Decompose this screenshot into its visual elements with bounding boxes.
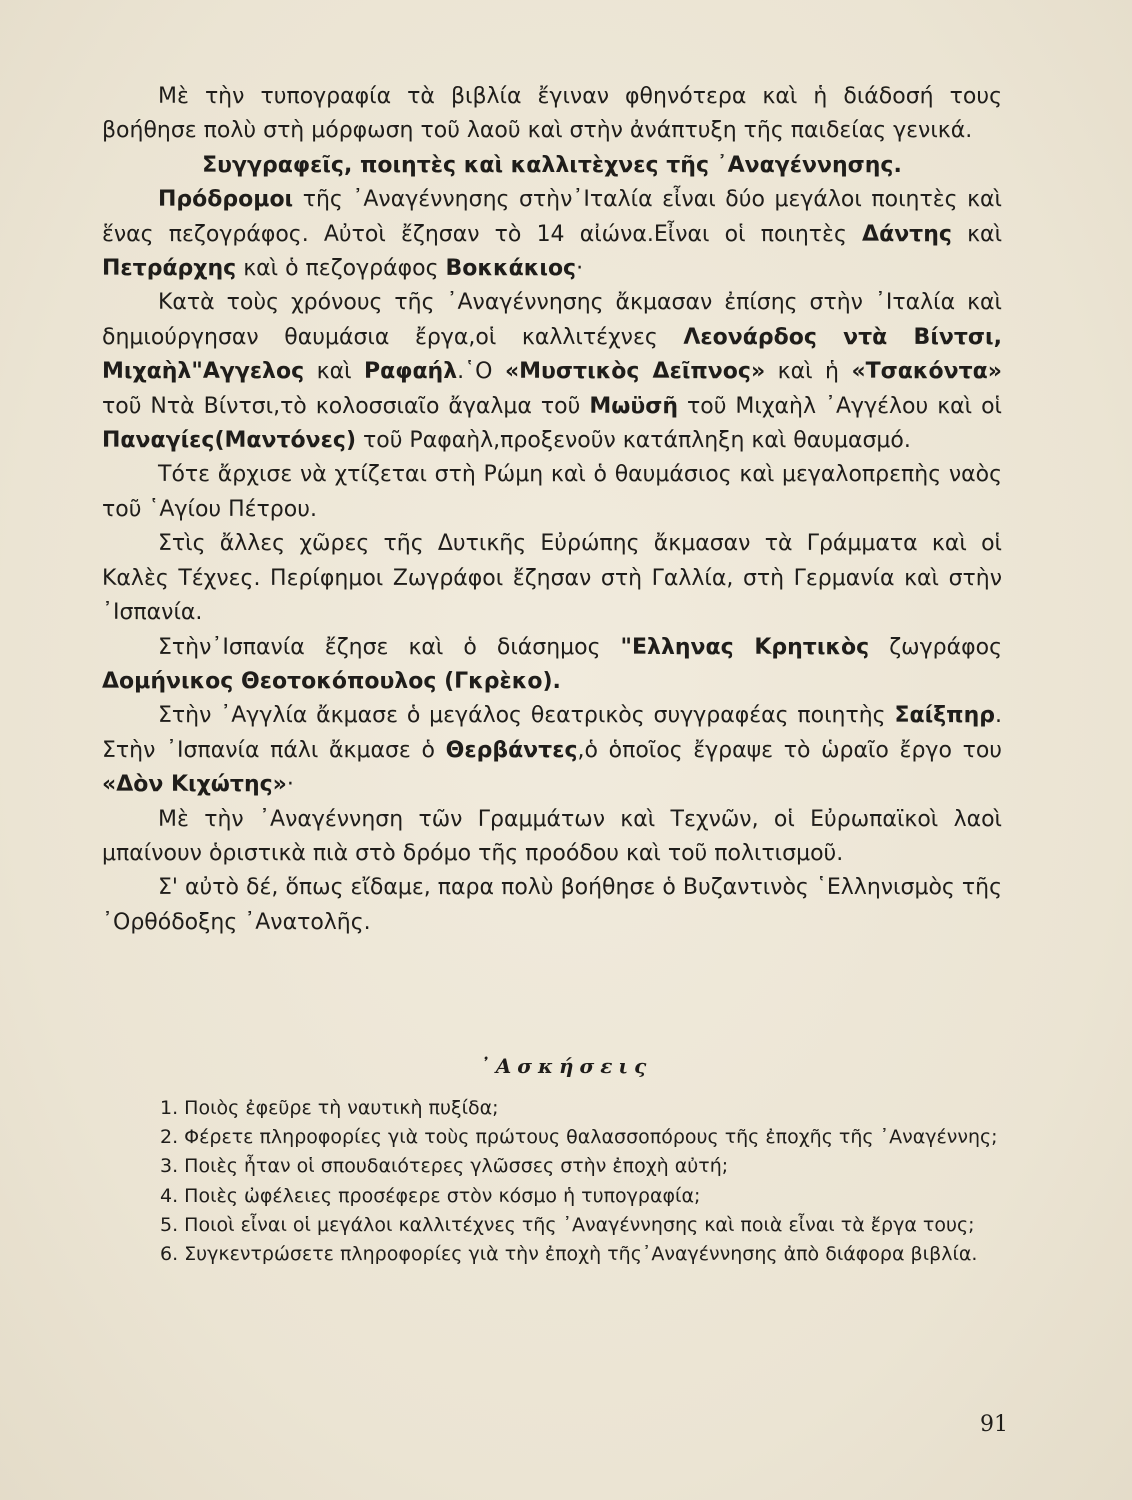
exercises-list [112,1094,1012,1269]
exercise-item: 2. Φέρετε πληροφορίες γιὰ τοὺς πρώτους θαλασσοπόρους τῆς ἐποχῆς τῆς ᾿Αναγέννης; [160,1126,998,1149]
paragraph-text: . Στὴν ᾿Ισπανία πάλι ἄκμασε ὁ [102,703,1002,763]
page-number: 91 [980,1412,1008,1437]
paragraph-text: · [286,772,294,798]
name-petrarch: Πετράρχης [102,256,237,282]
paragraph-text: καὶ [951,221,1003,247]
paragraph-shakespeare-cervantes [102,699,1002,802]
paragraph-text: Μὲ τὴν τυπογραφία τὰ βιβλία ἔγιναν φθηνότερα καὶ ἡ διάδοσή τους βοήθησε πολὺ στὴ μόρφωση τοῦ λαοῦ καὶ στὴν ἀνάπτυξη τῆς παιδείας γενικά. [102,84,1002,144]
work-tsakonta: «Τσακόντα» [851,359,1002,385]
paragraph-text: τοῦ Μιχαὴλ ᾿Αγγέλου καὶ οἱ [678,393,1002,419]
exercises-title: ᾿Ασκήσεις [479,1054,653,1078]
work-madonnas: Παναγίες(Μαντόνες) [102,428,356,454]
exercise-item: 3. Ποιὲς ἦταν οἱ σπουδαιότερες γλῶσσες στὴν ἐποχὴ αὐτή; [160,1155,729,1178]
paragraph-text: ζωγράφος [869,634,1002,660]
main-text [102,80,1002,940]
paragraph-text: Κατὰ τοὺς χρόνους τῆς ᾿Αναγέννησης ἄκμασαν ἐπίσης στὴν ᾿Ιταλία καὶ δημιούργησαν θαυμάσια ἔργα,οἱ καλλιτέχνες [102,290,1002,350]
paragraph-text: Στὴν ᾿Αγγλία ἄκμασε ὁ μεγάλος θεατρικὸς συγγραφέας ποιητὴς [158,703,895,729]
name-dante: Δάντης [862,221,952,247]
paragraph-text: τῆς ᾿Αναγέννησης στὴν᾿Ιταλία εἶναι δύο μεγάλοι ποιητὲς καὶ ἕνας πεζογράφος. Αὐτοὶ ἔζησαν τὸ 14 αἰώνα.Εἶναι οἱ ποιητὲς [102,187,1002,247]
paragraph-typography [102,80,1002,149]
name-michelangelo: Μιχαὴλ"Αγγελος [102,359,305,385]
paragraph-text: Στὴν᾿Ισπανία ἔζησε καὶ ὁ διάσημος [158,634,621,660]
paragraph-artists [102,286,1002,458]
term-prodromoi: Πρόδρομοι [158,187,294,213]
exercise-item: 1. Ποιὸς ἐφεῦρε τὴ ναυτικὴ πυξίδα; [160,1097,499,1119]
paragraph-text: καὶ ὁ πεζογράφος [236,256,446,282]
paragraph-text: .῾Ο [457,359,505,385]
paragraph-progress [102,803,1002,872]
name-cervantes: Θερβάντες [445,737,578,763]
exercise-item: 4. Ποιὲς ὠφέλειες προσέφερε στὸν κόσμο ἡ τυπογραφία; [160,1184,701,1207]
section-heading [102,149,1002,183]
paragraph-st-peter [102,458,1002,527]
paragraph-other-countries [102,527,1002,630]
paragraph-text: τοῦ Ντὰ Βίντσι,τὸ κολοσσιαῖο ἄγαλμα τοῦ [102,393,590,419]
paragraph-text: Σ' αὐτὸ δέ, ὅπως εἴδαμε, παρα πολὺ βοήθησε ὁ Βυζαντινὸς ῾Ελληνισμὸς τῆς ᾿Ορθόδοξης ᾿Ανατολῆς. [102,875,1002,935]
exercise-item: 5. Ποιοὶ εἶναι οἱ μεγάλοι καλλιτέχνες τῆς ᾿Αναγέννησης καὶ ποιὰ εἶναι τὰ ἔργα τους; [160,1213,975,1236]
name-shakespeare: Σαίξπηρ [894,703,995,729]
name-el-greco: Δομήνικος Θεοτοκόπουλος (Γκρὲκο). [102,668,561,694]
term-greek-cretan: "Ελληνας Κρητικὸς [620,634,870,660]
name-leonardo: Λεονάρδος ντὰ Βίντσι, [683,324,1002,350]
paragraph-text: ,ὁ ὁποῖος ἔγραψε τὸ ὡραῖο ἔργο του [577,737,1003,763]
paragraph-text: · [576,256,584,282]
paragraph-text: καὶ ἡ [765,359,852,385]
paragraph-text: Τότε ἄρχισε νὰ χτίζεται στὴ Ρώμη καὶ ὁ θαυμάσιος καὶ μεγαλοπρεπὴς ναὸς τοῦ ῾Αγίου Πέτρου. [102,462,1002,522]
paragraph-text: Στὶς ἄλλες χῶρες τῆς Δυτικῆς Εὐρώπης ἄκμασαν τὰ Γράμματα καὶ οἱ Καλὲς Τέχνες. Περίφημοι Ζωγράφοι ἔζησαν στὴ Γαλλία, στὴ Γερμανία καὶ στὴν ᾿Ισπανία. [102,531,1002,626]
work-last-supper: «Μυστικὸς Δεῖπνος» [504,359,766,385]
exercise-item: 6. Συγκεντρώσετε πληροφορίες γιὰ τὴν ἐποχὴ τῆς᾿Αναγέννησης ἀπὸ διάφορα βιβλία. [160,1243,978,1266]
name-boccaccio: Βοκκάκιος [445,256,577,282]
paragraph-forerunners [102,183,1002,286]
paragraph-text: τοῦ Ραφαὴλ,προξενοῦν κατάπληξη καὶ θαυμασμό. [356,428,911,454]
paragraph-el-greco [102,631,1002,700]
paragraph-text: καὶ [304,359,364,385]
paragraph-text: Μὲ τὴν ᾿Αναγέννηση τῶν Γραμμάτων καὶ Τεχνῶν, οἱ Εὐρωπαϊκοὶ λαοὶ μπαίνουν ὁριστικὰ πιὰ στὸ δρόμο τῆς προόδου καὶ τοῦ πολιτισμοῦ. [102,806,1002,866]
work-don-quixote: «Δὸν Κιχώτης» [102,772,287,798]
paragraph-byzantine [102,871,1002,940]
name-raphael: Ραφαήλ [364,359,458,385]
work-moses: Μωϋσῆ [589,393,679,419]
section-heading-text: Συγγραφεῖς, ποιητὲς καὶ καλλιτὲχνες τῆς ᾿Αναγέννησης. [202,152,902,178]
